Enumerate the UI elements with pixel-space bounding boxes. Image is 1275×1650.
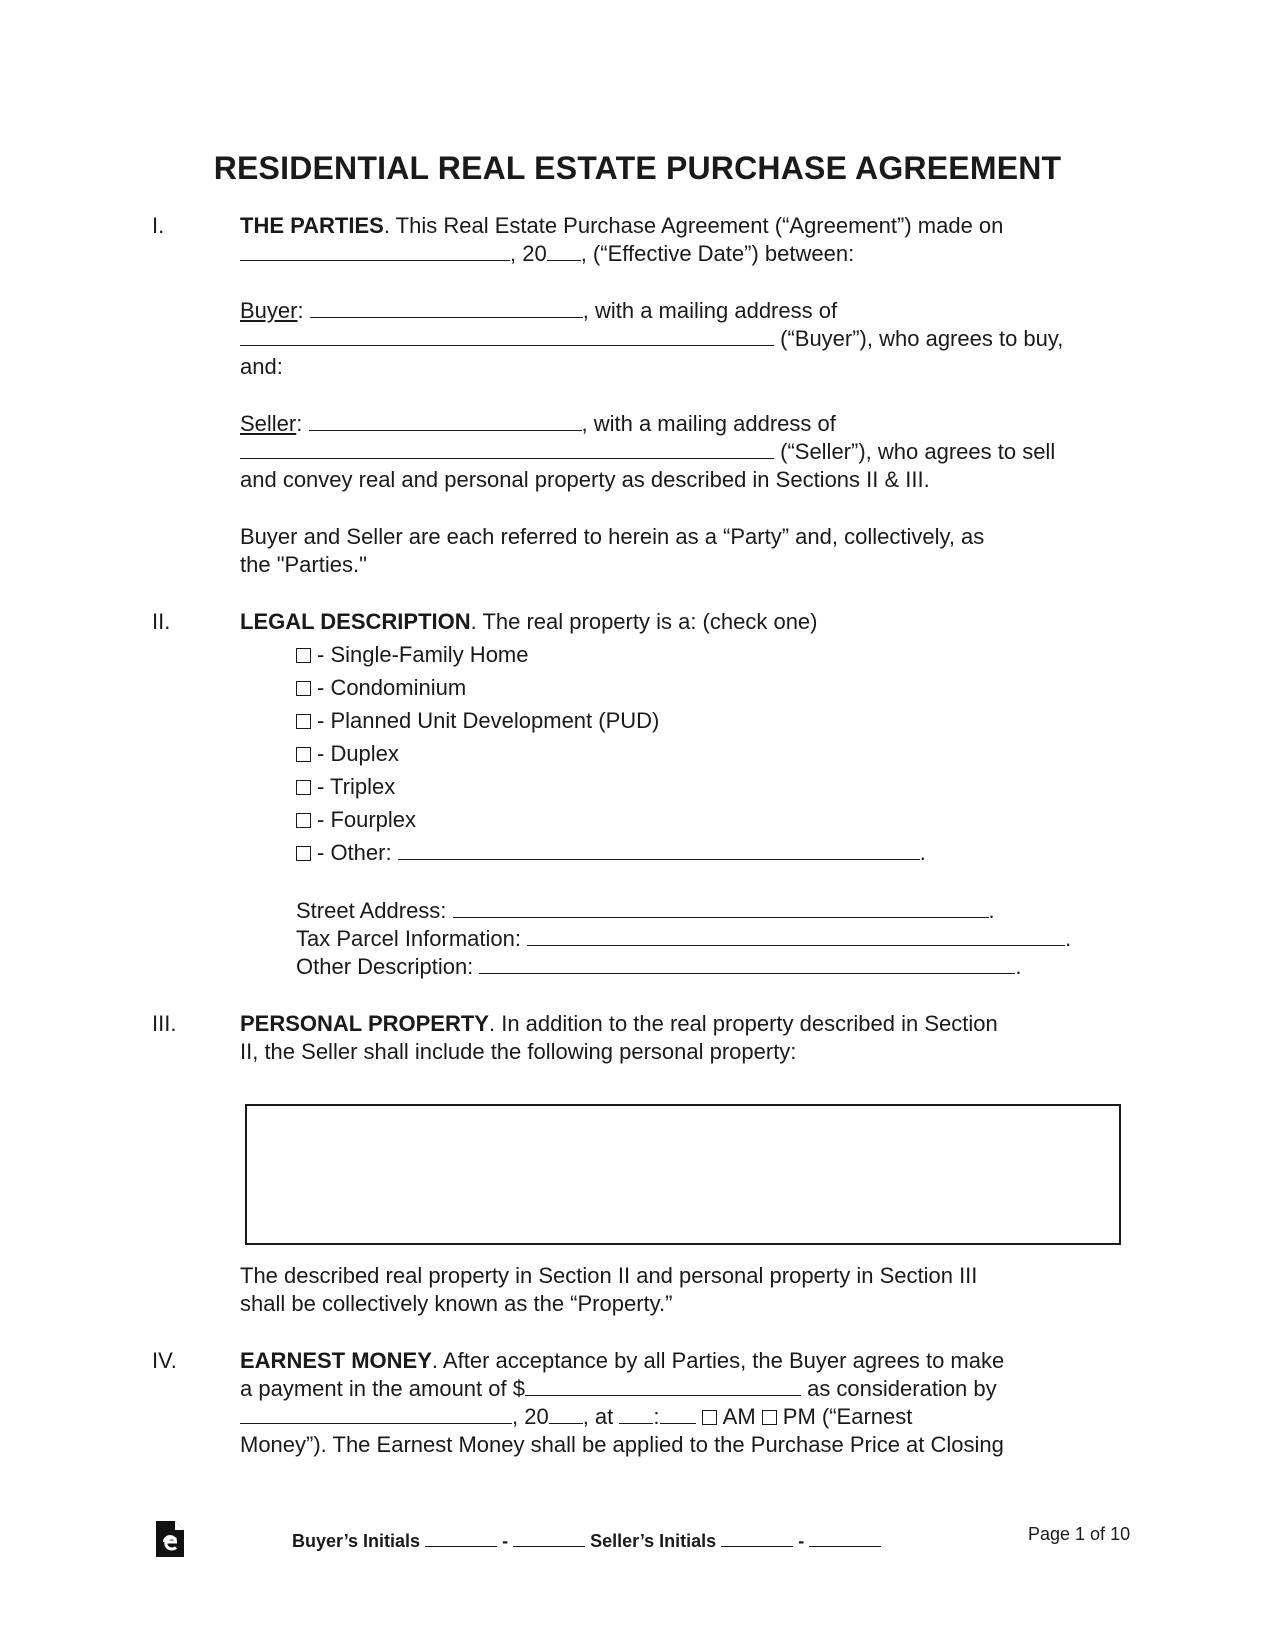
- seller-tail-text: (“Seller”), who agrees to sell: [774, 439, 1056, 464]
- personal-property-box[interactable]: [245, 1104, 1121, 1245]
- section-3-after-2: shall be collectively known as the “Property.”: [240, 1291, 673, 1316]
- section-2-intro: [240, 608, 818, 636]
- checkbox-icon[interactable]: [296, 846, 311, 861]
- tax-parcel-label: Tax Parcel Information:: [296, 926, 521, 951]
- section-1-heading: THE PARTIES: [240, 213, 384, 238]
- checkbox-icon[interactable]: [296, 648, 311, 663]
- amount-label: a payment in the amount of $: [240, 1376, 525, 1401]
- page-number: Page 1 of 10: [1028, 1524, 1131, 1544]
- earnest-date-row: [240, 1403, 912, 1431]
- tax-parcel-field[interactable]: [527, 925, 1065, 946]
- section-2-intro-text: . The real property is a: (check one): [470, 609, 818, 634]
- seller-label: Seller: [240, 411, 297, 436]
- option-label: - Other:: [317, 840, 392, 865]
- option-single-family[interactable]: [296, 641, 529, 669]
- period: .: [1015, 954, 1022, 979]
- at-label: , at: [582, 1404, 620, 1429]
- seller-mailing-label: , with a mailing address of: [581, 411, 836, 436]
- other-description-field[interactable]: [479, 953, 1015, 974]
- seller-colon: :: [296, 411, 303, 436]
- option-fourplex[interactable]: [296, 806, 416, 834]
- effective-date-field[interactable]: [240, 240, 510, 261]
- earnest-date-field[interactable]: [240, 1403, 512, 1424]
- earnest-amount-row: [240, 1375, 997, 1403]
- seller-initials-field-2[interactable]: [809, 1530, 881, 1547]
- period: .: [988, 898, 995, 923]
- other-description-row: [296, 953, 1022, 981]
- year-prefix: , 20: [512, 1404, 549, 1429]
- checkbox-icon[interactable]: [296, 747, 311, 762]
- effective-date-label: , (“Effective Date”) between:: [580, 241, 855, 266]
- option-label: - Planned Unit Development (PUD): [317, 708, 660, 733]
- other-description-label: Other Description:: [296, 954, 474, 979]
- option-other[interactable]: [296, 839, 926, 867]
- option-triplex[interactable]: [296, 773, 395, 801]
- other-type-field[interactable]: [398, 839, 920, 860]
- buyer-initials-field-2[interactable]: [513, 1530, 585, 1547]
- buyer-mailing-label: , with a mailing address of: [582, 298, 838, 323]
- section-number-3: III.: [152, 1011, 177, 1036]
- earnest-last-line: Money”). The Earnest Money shall be applied to the Purchase Price at Closing: [240, 1432, 1004, 1457]
- section-1-intro-text: . This Real Estate Purchase Agreement (“Agreement”) made on: [383, 213, 1004, 238]
- time-colon: :: [653, 1404, 660, 1429]
- street-address-row: [296, 897, 995, 925]
- dash: -: [502, 1531, 509, 1551]
- buyer-initials-field-1[interactable]: [425, 1530, 497, 1547]
- effective-year-field[interactable]: [547, 240, 581, 261]
- buyer-row: [240, 297, 837, 325]
- buyer-initials-label: Buyer’s Initials: [292, 1531, 421, 1551]
- section-number-1: I.: [152, 213, 165, 238]
- section-2-heading: LEGAL DESCRIPTION: [240, 609, 471, 634]
- buyer-tail-text: (“Buyer”), who agrees to buy,: [774, 326, 1064, 351]
- convey-text: and convey real and personal property as described in Sections II & III.: [240, 467, 930, 492]
- seller-address-field[interactable]: [240, 438, 774, 459]
- option-condominium[interactable]: [296, 674, 466, 702]
- section-4-intro: [240, 1347, 1004, 1375]
- option-label: - Triplex: [317, 774, 396, 799]
- section-4-heading: EARNEST MONEY: [240, 1348, 432, 1373]
- and-text: and:: [240, 354, 283, 379]
- section-3-intro: [240, 1010, 998, 1038]
- checkbox-icon[interactable]: [296, 813, 311, 828]
- section-3-heading: PERSONAL PROPERTY: [240, 1011, 489, 1036]
- street-address-field[interactable]: [453, 897, 989, 918]
- option-pud[interactable]: [296, 707, 659, 735]
- earnest-amount-field[interactable]: [525, 1375, 801, 1396]
- period: .: [1065, 926, 1072, 951]
- street-address-label: Street Address:: [296, 898, 447, 923]
- logo-icon: [156, 1521, 184, 1557]
- pm-label: PM (“Earnest: [782, 1404, 913, 1429]
- checkbox-icon[interactable]: [296, 681, 311, 696]
- initials-row: [292, 1527, 881, 1555]
- parties-text-1: Buyer and Seller are each referred to herein as a “Party” and, collectively, as: [240, 524, 985, 549]
- buyer-label: Buyer: [240, 298, 298, 323]
- section-number-4: IV.: [152, 1348, 177, 1373]
- parties-text-2: the "Parties.": [240, 552, 367, 577]
- seller-initials-label: Seller’s Initials: [590, 1531, 717, 1551]
- period: .: [919, 840, 926, 865]
- minute-field[interactable]: [660, 1403, 696, 1424]
- seller-row: [240, 410, 836, 438]
- am-checkbox[interactable]: [702, 1410, 717, 1425]
- buyer-name-field[interactable]: [310, 297, 583, 318]
- option-label: - Duplex: [317, 741, 399, 766]
- pm-checkbox[interactable]: [762, 1410, 777, 1425]
- buyer-address-row: [240, 325, 1063, 353]
- option-label: - Fourplex: [317, 807, 417, 832]
- section-4-intro-text: . After acceptance by all Parties, the Buyer agrees to make: [431, 1348, 1005, 1373]
- tax-parcel-row: [296, 925, 1071, 953]
- option-label: - Single-Family Home: [317, 642, 529, 667]
- date-year-prefix: , 20: [510, 241, 547, 266]
- checkbox-icon[interactable]: [296, 780, 311, 795]
- buyer-colon: :: [297, 298, 304, 323]
- section-1-intro: [240, 212, 1003, 240]
- dash: -: [798, 1531, 805, 1551]
- seller-initials-field-1[interactable]: [721, 1530, 793, 1547]
- section-3-after-1: The described real property in Section II and personal property in Section III: [240, 1263, 978, 1288]
- effective-date-row: [240, 240, 854, 268]
- document-title: RESIDENTIAL REAL ESTATE PURCHASE AGREEMENT: [213, 150, 1062, 186]
- section-3-intro-text: . In addition to the real property described in Section: [488, 1011, 998, 1036]
- option-label: - Condominium: [317, 675, 467, 700]
- checkbox-icon[interactable]: [296, 714, 311, 729]
- consideration-label: as consideration by: [800, 1376, 997, 1401]
- section-3-line-2: II, the Seller shall include the following personal property:: [240, 1039, 797, 1064]
- seller-name-field[interactable]: [309, 410, 582, 431]
- am-label: AM: [722, 1404, 756, 1429]
- section-number-2: II.: [152, 609, 171, 634]
- buyer-address-field[interactable]: [240, 325, 774, 346]
- seller-address-row: [240, 438, 1055, 466]
- option-duplex[interactable]: [296, 740, 399, 768]
- earnest-year-field[interactable]: [549, 1403, 583, 1424]
- hour-field[interactable]: [619, 1403, 653, 1424]
